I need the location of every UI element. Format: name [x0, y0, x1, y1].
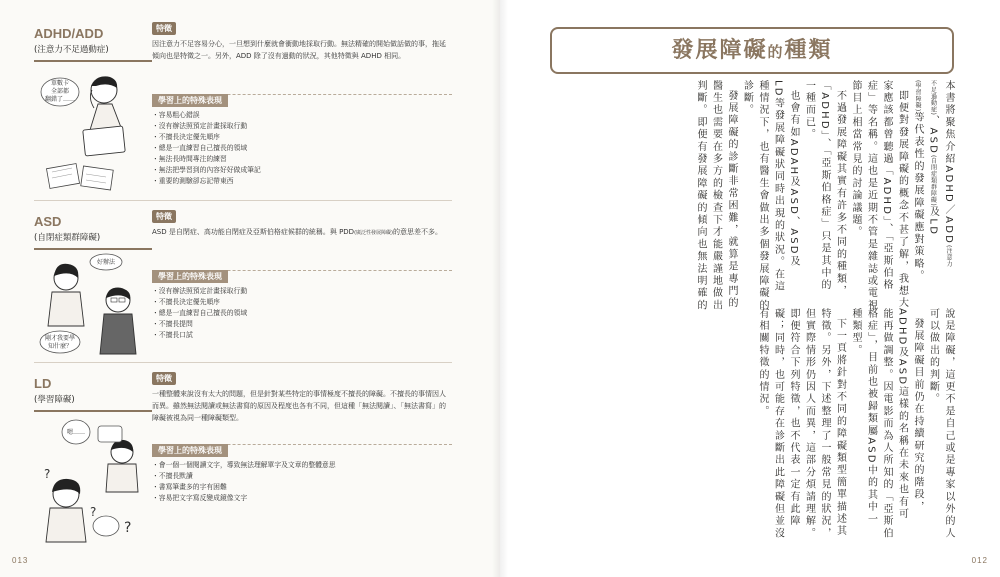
ld-title: LD — [34, 376, 52, 391]
section-divider — [34, 200, 452, 201]
text-column: 發展障礙目前仍在持續研究的階段， — [912, 318, 923, 514]
text-column: 也會有如ADAH及ASD、ASD及 — [788, 90, 799, 268]
ld-rule — [34, 410, 152, 412]
asd-description-main: ASD 是自閉症、高功能自閉症及亞斯伯格症候群的統稱。與 PDD — [152, 228, 355, 236]
text-column: 節目上相當常見的討論議題。 — [850, 80, 861, 239]
text-column: 但實際情形仍因人而異，這部分煩請理解。 — [803, 308, 815, 540]
adhd-feature-tag: 特徵 — [152, 22, 176, 35]
list-item: ・ 會一個一個閱讀文字，導致無法理解單字及文章的整體意思 — [152, 460, 452, 471]
ld-section — [0, 372, 500, 552]
adhd-trait-list — [152, 110, 452, 187]
ld-bubble: 嗯…… — [66, 429, 86, 436]
text-column: 不過發展障礙其實有許多不同的種類， — [834, 90, 846, 298]
text-column: 本書將聚焦介紹ADHD／ADD(注意力 — [943, 80, 954, 268]
text-column: 種類型。 — [850, 308, 861, 357]
adhd-bubble-line-3: 翻錯了…… — [44, 96, 76, 103]
list-item: ・ 不擅長提問 — [152, 319, 452, 330]
adhd-traits — [152, 88, 452, 187]
asd-title: ASD — [34, 214, 62, 229]
svg-text:?: ? — [124, 520, 132, 536]
book-gutter — [492, 0, 508, 577]
asd-traits-label: 學習上的特殊表現 — [152, 270, 228, 283]
text-column: 說是障礙，這更不是自己或是專家以外的人 — [943, 308, 954, 540]
text-column: 下一頁將針對不同的障礙類型簡單描述其 — [834, 318, 846, 538]
asd-section — [0, 210, 500, 360]
svg-text:?: ? — [44, 467, 51, 481]
text-column: 判斷。即便有發展障礙的傾向也無法明確的 — [695, 80, 706, 312]
asd-feature-tag: 特徵 — [152, 210, 176, 223]
text-column: 能再做調整。因電影而為人所知的「亞斯伯 — [881, 308, 892, 540]
adhd-bubble-line-2: 全部都 — [50, 88, 70, 95]
svg-text:?: ? — [90, 505, 97, 519]
text-column: 礙；同時，也可能存在診斷出此障礙但並沒 — [772, 308, 784, 540]
chapter-title-box — [550, 27, 954, 74]
text-column: 即便對發展障礙的概念不甚了解，我想大 — [896, 90, 908, 310]
asd-description-note: (廣泛性發展障礙) — [354, 230, 393, 236]
text-column: 種情況下，也有醫生會做出多個發展障礙的 — [757, 80, 768, 312]
text-column: 特徵。另外，下述整理了一般常見的狀況， — [819, 308, 830, 540]
list-item: ・ 容易把文字寫反變成鏡像文字 — [152, 493, 452, 504]
ld-feature-tag: 特徵 — [152, 372, 176, 385]
chapter-title-particle: 的 — [767, 43, 785, 61]
list-item: ・ 不擅長口試 — [152, 330, 452, 341]
list-item: ・ 容易粗心錯誤 — [152, 110, 452, 121]
chapter-title — [552, 29, 952, 72]
text-column: LD等發展障礙狀同時出現的狀況。在這 — [772, 80, 784, 293]
ld-subtitle: (學習障礙) — [34, 395, 75, 405]
asd-bubble-line-1: 剛才我要學 — [44, 335, 76, 342]
adhd-subtitle: (注意力不足過動症) — [34, 45, 109, 55]
asd-description — [152, 226, 452, 239]
adhd-rule — [34, 60, 152, 62]
text-column: 發展障礙的診斷非常困難，就算是專門的 — [726, 90, 737, 310]
adhd-header — [34, 26, 144, 57]
adhd-traits-label: 學習上的特殊表現 — [152, 94, 228, 107]
adhd-title: ADHD/ADD — [34, 26, 104, 41]
page-number-right: 012 — [971, 556, 988, 565]
text-column: ADHD及ASD這樣的名稱在未來也有可 — [896, 308, 908, 521]
text-column: 症」等名稱。這也是近期不管是雜誌或電視 — [865, 80, 877, 312]
list-item: ・ 不擅長決定優先順序 — [152, 297, 452, 308]
list-item: ・ 沒有辦法照預定計畫採取行動 — [152, 286, 452, 297]
asd-illustration — [38, 250, 146, 362]
right-page — [500, 0, 1000, 577]
chapter-title-part-a: 發展障礙 — [671, 38, 768, 63]
asd-description-end: 的意思差不多。 — [392, 228, 442, 236]
asd-trait-list — [152, 286, 452, 341]
section-divider — [34, 362, 452, 363]
body-text-upper — [626, 80, 956, 328]
ld-description: 一種整體來說沒有太大的問題，但是針對某些特定的事情極度不擅長的障礙。不擅長的事情因人而異。雖然無法閱讀或無法書寫的原因及程度也各有不同，但這種「無法閱讀」、「無法書寫」的障礙被視為同一種障礙類型。 — [152, 390, 446, 422]
text-column: 可以做出的判斷。 — [927, 308, 939, 406]
list-item: ・ 總是一直練習自己擅長的領域 — [152, 143, 452, 154]
text-column: 一種而已。 — [803, 80, 815, 141]
list-item: ・ 沒有辦法照預定計畫採取行動 — [152, 121, 452, 132]
asd-subtitle: (自閉症類群障礙) — [34, 233, 101, 243]
list-item: ・ 無法長時間專注的練習 — [152, 154, 452, 165]
adhd-section — [0, 22, 500, 202]
asd-bubble-top: 好辦法 — [96, 259, 116, 266]
body-text-lower — [656, 308, 956, 540]
list-item: ・ 不擅長決定優先順序 — [152, 132, 452, 143]
text-column: 「ADHD」、「亞斯伯格症」只是其中的 — [819, 80, 830, 292]
chapter-title-part-b: 種類 — [784, 38, 833, 63]
list-item: ・ 無法把學習到的內容好好做成筆記 — [152, 165, 452, 176]
adhd-bubble-line-1: 單數卡 — [50, 80, 70, 87]
text-column: 不足過動症)、ASD(自閉症類群障礙)及LD — [927, 80, 939, 237]
text-column: 醫生也需要在多方的檢查下才能嚴謹地做出 — [710, 80, 722, 312]
text-column: 診斷。 — [741, 80, 753, 117]
page-number-left: 013 — [12, 556, 29, 565]
asd-traits — [152, 264, 452, 341]
ld-traits-label: 學習上的特殊表現 — [152, 444, 228, 457]
list-item: ・ 重要的測驗卻忘記帶東西 — [152, 176, 452, 187]
list-item: ・ 書寫筆畫多的字有困難 — [152, 482, 452, 493]
text-column: 格症」，目前也被歸類屬ASD中的其中一 — [865, 308, 877, 526]
ld-header — [34, 376, 144, 407]
text-column: 即便符合下列特徵，也不代表一定有此障 — [788, 308, 799, 528]
list-item: ・ 不擅長默讀 — [152, 471, 452, 482]
ld-traits — [152, 438, 452, 504]
list-item: ・ 總是一直練習自己擅長的領域 — [152, 308, 452, 319]
asd-header — [34, 214, 144, 245]
text-column: 有相關特徵的情況。 — [757, 308, 768, 418]
adhd-description: 因注意力不足容易分心，一旦想到什麼就會衝動地採取行動。無法精確的開始做話做的事，拖延傾向也是特徵之一。另外，ADD 除了沒有過動的狀況，其他特徵與 ADHD 相同。 — [152, 40, 446, 60]
adhd-illustration — [38, 68, 146, 198]
text-column: (學習障礙)等代表性的發展障礙應對策略。 — [912, 80, 923, 283]
ld-illustration — [38, 416, 146, 548]
text-column: 家應該都曾聽過「ADHD」、「亞斯伯格 — [881, 80, 892, 292]
ld-trait-list — [152, 460, 452, 504]
asd-bubble-line-2: 知什麼？ — [47, 343, 73, 350]
